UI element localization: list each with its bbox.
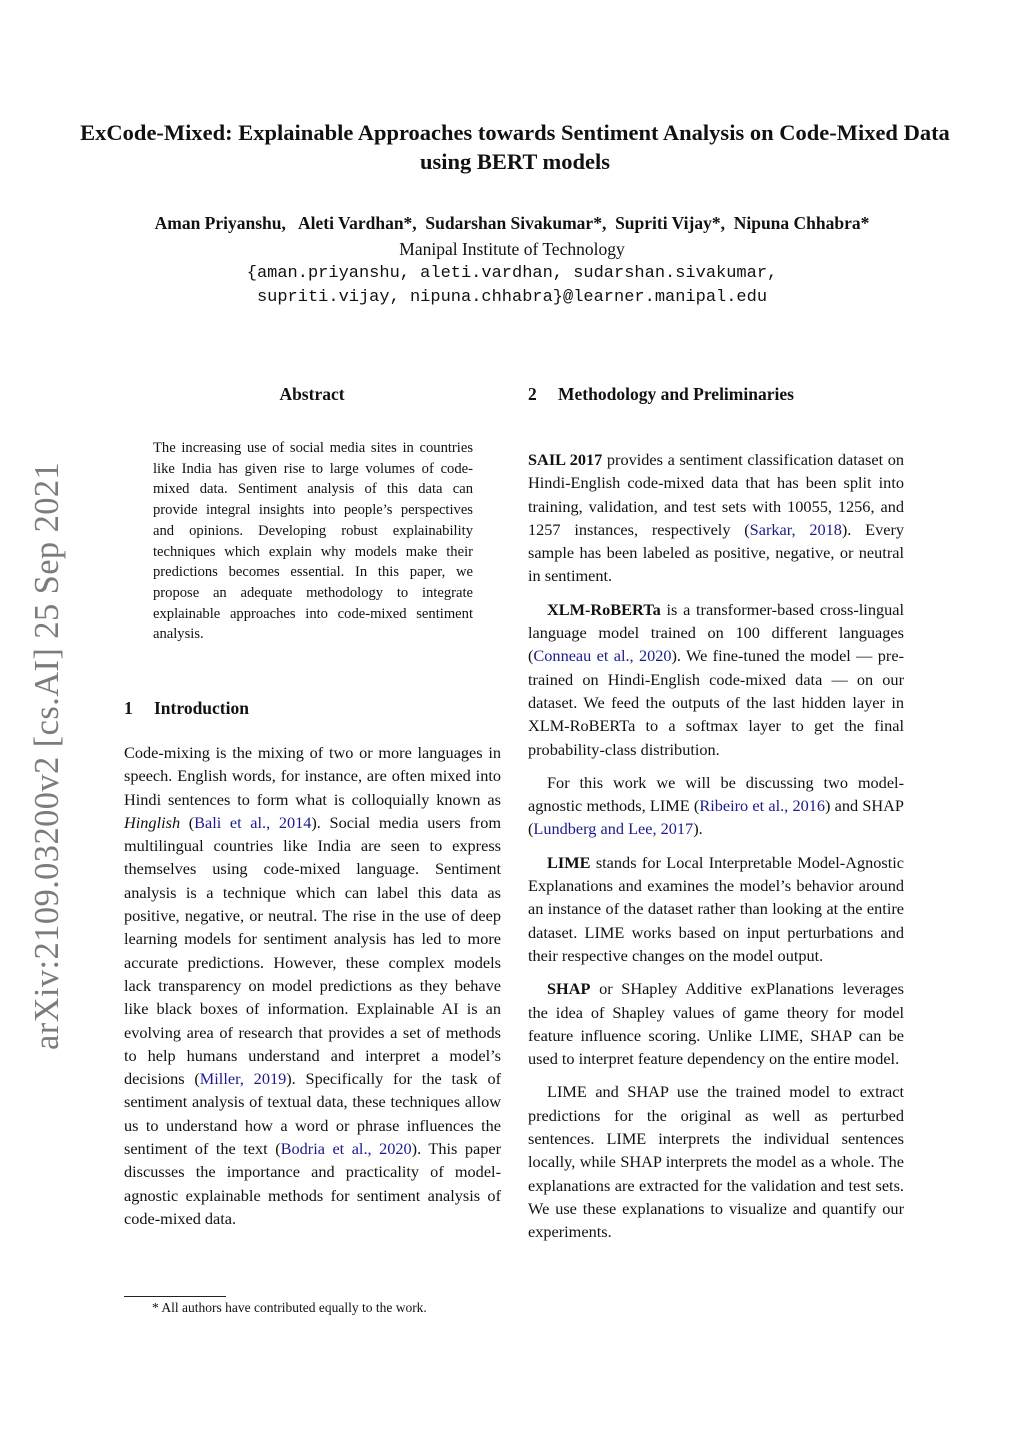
methods-paragraph: For this work we will be discussing two model-agnostic methods, LIME (Ribeiro et al., 2016) and SHAP (Lundberg and Lee, 2017).: [528, 772, 904, 839]
section-number: 2: [528, 384, 537, 404]
sail-term: SAIL 2017: [528, 450, 603, 469]
arxiv-identifier: arXiv:2109.03200v2 [cs.AI] 25 Sep 2021: [28, 461, 66, 1050]
lime-paragraph: LIME stands for Local Interpretable Model-Agnostic Explanations and examines the model’s behavior around an instance of the dataset rather than looking at the entire dataset. LIME works based on input perturbations and their respective changes on the model output.: [528, 852, 904, 965]
hinglish-term: Hinglish: [124, 812, 181, 832]
paper-title: ExCode-Mixed: Explainable Approaches towards Sentiment Analysis on Code-Mixed Data using BERT models: [80, 120, 950, 174]
citation-link[interactable]: Sarkar, 2018: [749, 519, 842, 539]
email-line-1: {aman.priyanshu, aleti.vardhan, sudarshan.sivakumar,: [246, 264, 778, 283]
sail-paragraph: SAIL 2017 provides a sentiment classification dataset on Hindi-English code-mixed data that has been split into training, validation, and test sets with 10055, 1256, and 1257 instances, respectively (Sarkar, 2018). Every sample has been labeled as positive, negative, or neutral in sentiment.: [528, 450, 905, 586]
affiliation: Manipal Institute of Technology: [399, 239, 625, 259]
section-number: 1: [124, 698, 133, 718]
section-title: Methodology and Preliminaries: [558, 384, 794, 404]
citation-link[interactable]: Conneau et al., 2020: [533, 646, 672, 666]
abstract-body: The increasing use of social media sites in countries like India has given rise to large volumes of code-mixed data. Sentiment analysis of this data can provide integral insights into people’s perspectives and opinions. Developing robust explainability techniques which explain why models make their predictions becomes essential. In this paper, we propose an adequate methodology to integrate explainable approaches into code-mixed sentiment analysis.: [153, 440, 473, 643]
section-title: Introduction: [154, 698, 249, 718]
author-emails: [40, 262, 984, 310]
citation-link[interactable]: Miller, 2019: [199, 1069, 287, 1089]
xlm-term: XLM-RoBERTa: [547, 599, 661, 619]
citation-link[interactable]: Bali et al., 2014: [194, 812, 312, 832]
shap-term: SHAP: [547, 979, 591, 999]
citation-link[interactable]: Bodria et al., 2020: [280, 1139, 412, 1159]
citation-link[interactable]: Ribeiro et al., 2016: [699, 796, 826, 816]
intro-paragraph: Code-mixing is the mixing of two or more languages in speech. English words, for instance, are often mixed into Hindi sentences to form what is colloquially known as Hinglish (Bali et al., 2014). Social media users from multilingual countries like India are seen to express themselves using code-mixed language. Sentiment analysis is a technique which can label this data as positive, negative, or neutral. The rise in the use of deep learning models for sentiment analysis has led to more accurate predictions. However, these complex models lack transparency on model predictions as they behave like black boxes of information. Explainable AI is an evolving area of research that provides a set of methods to help humans understand and interpret a model’s decisions (Miller, 2019). Specifically for the task of sentiment analysis of textual data, these techniques allow us to understand how a word or phrase influences the sentiment of the text (Bodria et al., 2020). This paper discusses the importance and practicality of model-agnostic explainable methods for sentiment analysis of code-mixed data.: [124, 743, 502, 1228]
intro-heading: [124, 698, 249, 719]
shap-paragraph: SHAP or SHapley Additive exPlanations leverages the idea of Shapley values of game theory for model feature influence scoring. Unlike LIME, SHAP can be used to interpret feature dependency on the entire model.: [528, 979, 904, 1069]
footnote-rule: [124, 1296, 226, 1297]
author-list: Aman Priyanshu, Aleti Vardhan*, Sudarshan Sivakumar*, Supriti Vijay*, Nipuna Chhabra*: [154, 213, 870, 233]
xlm-paragraph: XLM-RoBERTa is a transformer-based cross-lingual language model trained on 100 different languages (Conneau et al., 2020). We fine-tuned the model — pre-trained on Hindi-English code-mixed data — on our dataset. We feed the outputs of the last hidden layer in XLM-RoBERTa to a softmax layer to get the final probability-class distribution.: [528, 599, 904, 759]
intro-body: [124, 741, 501, 1240]
citation-link[interactable]: Lundberg and Lee, 2017: [533, 819, 694, 839]
lime-term: LIME: [547, 852, 591, 872]
footnote: * All authors have contributed equally to the work.: [152, 1300, 427, 1315]
abstract-heading: Abstract: [279, 384, 345, 404]
final-paragraph: LIME and SHAP use the trained model to extract predictions for the original as well as perturbed sentences. LIME interprets the individual sentences locally, while SHAP interprets the model as a whole. The explanations are extracted for the validation and test sets. We use these explanations to visualize and quantify our experiments.: [528, 1082, 904, 1242]
email-line-2: supriti.vijay, nipuna.chhabra}@learner.manipal.edu: [256, 288, 768, 307]
method-body: [528, 448, 904, 1254]
method-heading: [528, 384, 794, 405]
